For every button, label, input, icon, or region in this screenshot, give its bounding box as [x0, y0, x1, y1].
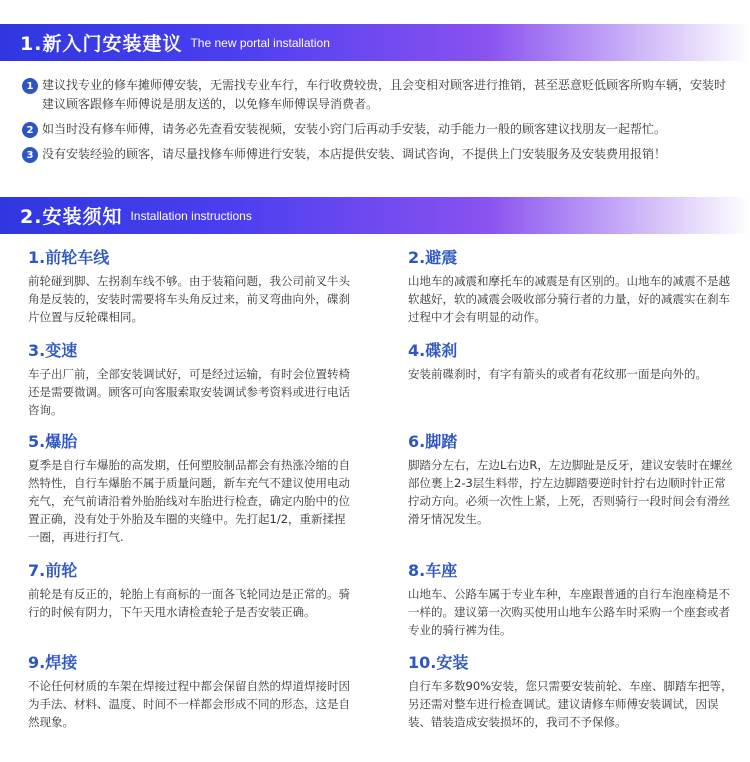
number-3-icon: 3 [22, 147, 38, 163]
instruction-body: 前轮碰到脚、左拐刹车线不够。由于装箱问题，我公司前叉牛头角是反装的，安装时需要将车头角反过来，前叉弯曲向外，碟刹片位置与反轮碟相同。 [28, 274, 350, 324]
instruction-front-wheel-cable [28, 247, 353, 326]
section-1-title: 1.新入门安装建议 [20, 33, 183, 55]
advice-list [22, 76, 732, 170]
instruction-body: 车子出厂前，全部安装调试好，可是经过运输，有时会位置转椅还是需要微调。顾客可向客服索取安装调试参考资料或进行电话咨询。 [28, 367, 350, 417]
instruction-body: 山地车、公路车属于专业车种，车座跟普通的自行车泡座椅是不一样的。建议第一次购买使用山地车公路车时采购一个座套或者专业的骑行裤为佳。 [408, 587, 730, 637]
instruction-pedal [408, 431, 733, 528]
instruction-body: 脚踏分左右，左边L右边R，左边脚趾是反牙，建议安装时在螺丝部位裹上2-3层生料带，拧左边脚踏要逆时针拧右边顺时针正常拧动方向。必须一次性上紧，上死，否则骑行一段时间会有滑丝滑牙情况发生。 [408, 458, 733, 526]
instruction-title: 5.爆胎 [28, 432, 78, 451]
section-2-title: 2.安装须知 [20, 206, 123, 228]
instruction-body: 山地车的减震和摩托车的减震是有区别的。山地车的减震不是越软越好，软的减震会吸收部分骑行者的力量，好的减震实在刹车过程中才会有明显的动作。 [408, 274, 730, 324]
instruction-body: 安装前碟刹时，有字有箭头的或者有花纹那一面是向外的。 [408, 367, 707, 381]
instruction-suspension [408, 247, 733, 326]
number-1-icon: 1 [22, 78, 38, 94]
advice-item [22, 145, 732, 164]
instruction-title: 6.脚踏 [408, 432, 458, 451]
instruction-gear-shift [28, 340, 353, 419]
instruction-installation [408, 652, 733, 731]
instruction-disc-brake [408, 340, 733, 383]
section-1-subtitle: The new portal installation [190, 35, 330, 50]
instruction-title: 4.碟刹 [408, 341, 458, 360]
instruction-tire-burst [28, 431, 353, 546]
section-2-banner [0, 197, 750, 234]
instruction-title: 2.避震 [408, 248, 458, 267]
instruction-body: 夏季是自行车爆胎的高发期，任何塑胶制品都会有热涨冷缩的自然特性，自行车爆胎不属于质量问题，新车充气不建议使用电动充气，充气前请沿着外胎胎线对车胎进行检查，确定内胎中的位置正确，没有处于外胎及车圈的夹缝中。先打起1/2，重新揉捏一圈，再进行打气. [28, 458, 350, 544]
instruction-title: 7.前轮 [28, 561, 78, 580]
section-2-subtitle: Installation instructions [130, 208, 252, 223]
number-2-icon: 2 [22, 122, 38, 138]
instruction-body: 自行车多数90%安装，您只需要安装前轮、车座、脚踏车把等，另还需对整车进行检查调试。建议请修车师傅安装调试，因误装、错装造成安装损坏的，我司不予保修。 [408, 679, 733, 729]
advice-text: 没有安装经验的顾客，请尽量找修车师傅进行安装，本店提供安装、调试咨询，不提供上门安装服务及安装费用报销！ [42, 147, 667, 161]
section-1-banner [0, 24, 750, 61]
instruction-saddle [408, 560, 733, 639]
advice-text: 建议找专业的修车摊师傅安装，无需找专业车行，车行收费较贵，且会变相对顾客进行推销，甚至恶意贬低顾客所购车辆，安装时建议顾客跟修车师傅说是朋友送的，以免修车师傅误导消费者。 [42, 78, 727, 111]
instruction-title: 8.车座 [408, 561, 458, 580]
instruction-welding [28, 652, 353, 731]
instruction-title: 10.安装 [408, 653, 469, 672]
instruction-title: 9.焊接 [28, 653, 78, 672]
advice-item [22, 76, 732, 114]
instruction-front-wheel [28, 560, 353, 621]
instruction-body: 前轮是有反正的，轮胎上有商标的一面各飞轮同边是正常的。骑行的时候有阴力，下午天甩水请检查轮子是否安装正确。 [28, 587, 350, 619]
advice-item [22, 120, 732, 139]
advice-text: 如当时没有修车师傅，请务必先查看安装视频，安装小窍门后再动手安装，动手能力一般的顾客建议找朋友一起帮忙。 [42, 122, 667, 136]
instruction-title: 3.变速 [28, 341, 78, 360]
instruction-body: 不论任何材质的车架在焊接过程中都会保留自然的焊道焊接时因为手法、材料、温度、时间不一样都会形成不同的形态，这是自然现象。 [28, 679, 350, 729]
instruction-title: 1.前轮车线 [28, 248, 110, 267]
